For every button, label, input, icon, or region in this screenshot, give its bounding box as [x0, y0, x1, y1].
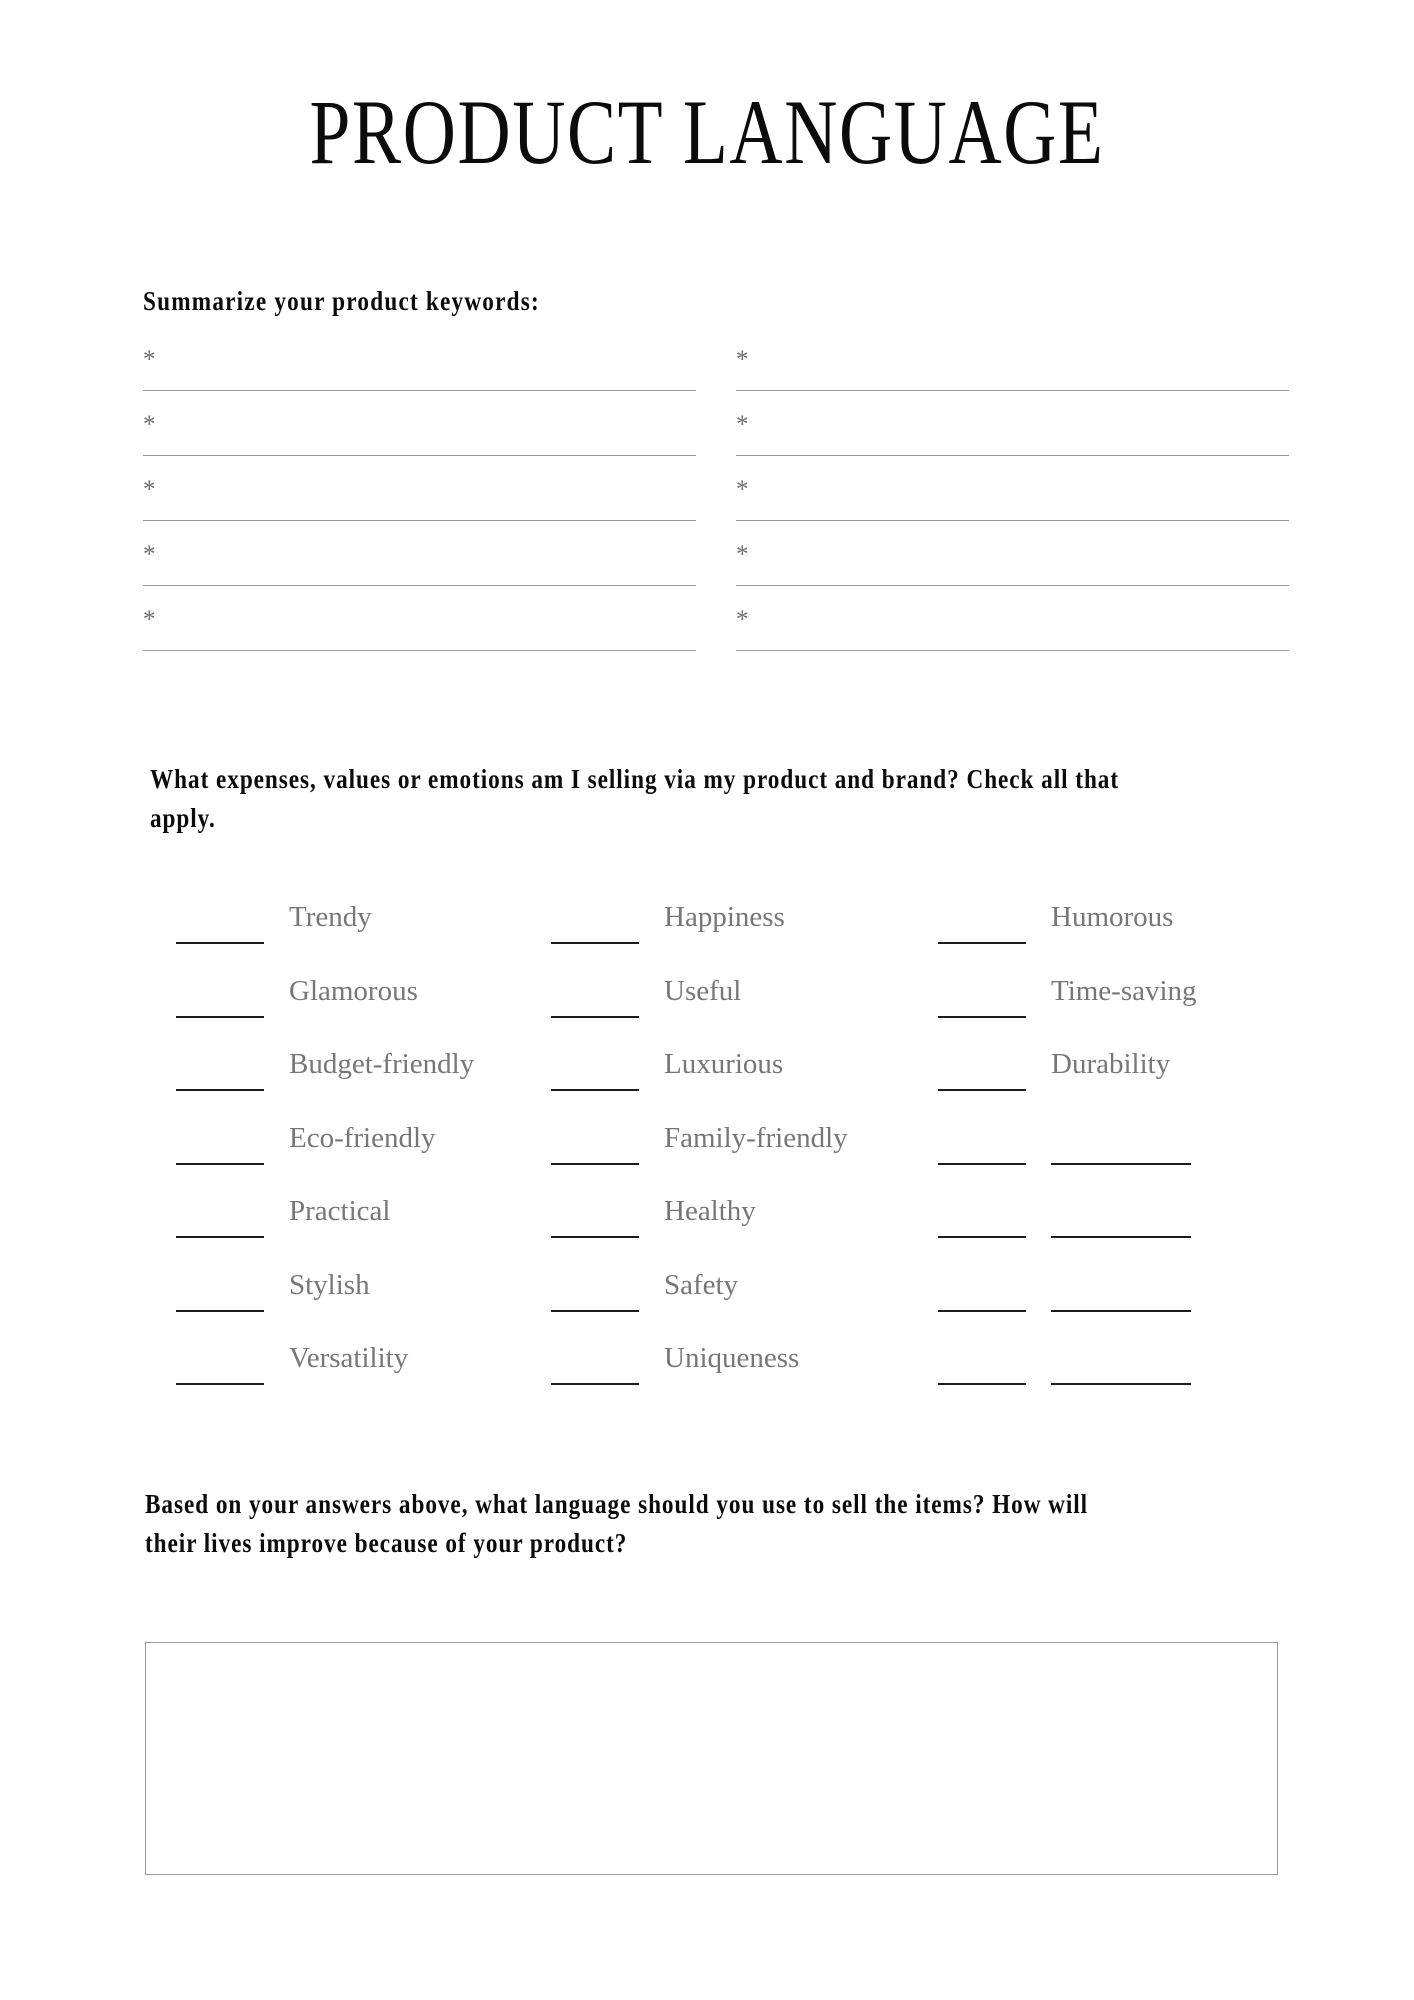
- keyword-write-line[interactable]: [736, 455, 1289, 456]
- asterisk-marker: *: [736, 346, 749, 373]
- keywords-section-heading: Summarize your product keywords:: [143, 286, 540, 316]
- checklist-blank[interactable]: [938, 1383, 1026, 1385]
- keyword-write-line[interactable]: [736, 520, 1289, 521]
- asterisk-marker: *: [143, 476, 156, 503]
- checklist-custom-line[interactable]: [1051, 1236, 1191, 1238]
- checklist-blank[interactable]: [938, 942, 1026, 944]
- language-section-heading: Based on your answers above, what language should you use to sell the items? How will their lives improve because of your product?: [145, 1489, 1089, 1559]
- keyword-row[interactable]: [736, 540, 1289, 605]
- checklist-item-label: Luxurious: [664, 1048, 784, 1080]
- checklist-item-label: Versatility: [289, 1342, 409, 1374]
- keyword-write-line[interactable]: [143, 455, 696, 456]
- checklist-item-label: Glamorous: [289, 974, 418, 1007]
- checklist-item-label: Eco-friendly: [289, 1121, 436, 1154]
- keyword-write-line[interactable]: [736, 650, 1289, 651]
- checklist-item-label: Safety: [664, 1268, 739, 1301]
- checklist-item-label: Time-saving: [1051, 974, 1197, 1007]
- keyword-row[interactable]: [143, 345, 696, 410]
- checklist-blank[interactable]: [551, 1383, 639, 1385]
- checklist-item-label: Stylish: [289, 1268, 370, 1301]
- checklist-blank[interactable]: [551, 1236, 639, 1238]
- checklist-blank[interactable]: [551, 1310, 639, 1312]
- checklist-blank[interactable]: [176, 1089, 264, 1091]
- checklist-section-heading: What expenses, values or emotions am I selling via my product and brand? Check all that apply.: [150, 764, 1120, 834]
- keyword-write-line[interactable]: [143, 650, 696, 651]
- checklist-blank[interactable]: [938, 1310, 1026, 1312]
- asterisk-marker: *: [143, 411, 156, 438]
- keyword-row[interactable]: [143, 410, 696, 475]
- checklist-item-label: Trendy: [289, 901, 372, 933]
- keyword-row[interactable]: [736, 345, 1289, 410]
- checklist-blank[interactable]: [551, 942, 639, 944]
- checklist-blank[interactable]: [938, 1163, 1026, 1165]
- page-title: PRODUCT LANGUAGE: [309, 81, 1105, 183]
- checklist-blank[interactable]: [551, 1089, 639, 1091]
- checklist-custom-line[interactable]: [1051, 1383, 1191, 1385]
- asterisk-marker: *: [143, 346, 156, 373]
- checklist-item-label: Family-friendly: [664, 1121, 848, 1154]
- asterisk-marker: *: [736, 606, 749, 633]
- checklist-item-label: Practical: [289, 1195, 391, 1227]
- checklist-blank[interactable]: [938, 1236, 1026, 1238]
- keywords-column-left: [143, 345, 696, 670]
- keyword-write-line[interactable]: [143, 520, 696, 521]
- keyword-row[interactable]: [143, 605, 696, 670]
- checklist-blank[interactable]: [176, 1236, 264, 1238]
- keywords-column-right: [736, 345, 1289, 670]
- checklist-item-label: Uniqueness: [664, 1342, 800, 1374]
- checklist-blank[interactable]: [551, 1016, 639, 1018]
- keyword-row[interactable]: [736, 410, 1289, 475]
- checklist-custom-line[interactable]: [1051, 1310, 1191, 1312]
- keywords-grid: [0, 345, 1414, 685]
- checklist-blank[interactable]: [551, 1163, 639, 1165]
- keyword-write-line[interactable]: [143, 585, 696, 586]
- keyword-write-line[interactable]: [736, 390, 1289, 391]
- asterisk-marker: *: [736, 476, 749, 503]
- checklist-custom-line[interactable]: [1051, 1163, 1191, 1165]
- checklist-blank[interactable]: [176, 1310, 264, 1312]
- checklist-blank[interactable]: [938, 1089, 1026, 1091]
- keyword-row[interactable]: [736, 475, 1289, 540]
- keyword-row[interactable]: [143, 475, 696, 540]
- checklist-blank[interactable]: [176, 1016, 264, 1018]
- asterisk-marker: *: [736, 411, 749, 438]
- checklist-blank[interactable]: [938, 1016, 1026, 1018]
- checklist-item-label: Happiness: [664, 901, 785, 933]
- checklist-blank[interactable]: [176, 1383, 264, 1385]
- language-answer-box[interactable]: [145, 1642, 1278, 1875]
- checklist-item-label: Healthy: [664, 1195, 756, 1227]
- asterisk-marker: *: [143, 606, 156, 633]
- checklist-item-label: Useful: [664, 974, 742, 1007]
- checklist-item-label: Humorous: [1051, 901, 1174, 933]
- keyword-write-line[interactable]: [143, 390, 696, 391]
- keyword-row[interactable]: [736, 605, 1289, 670]
- asterisk-marker: *: [736, 541, 749, 568]
- asterisk-marker: *: [143, 541, 156, 568]
- checklist-item-label: Durability: [1051, 1048, 1171, 1080]
- keyword-row[interactable]: [143, 540, 696, 605]
- keyword-write-line[interactable]: [736, 585, 1289, 586]
- checklist-item-label: Budget-friendly: [289, 1048, 475, 1080]
- checklist-blank[interactable]: [176, 942, 264, 944]
- checklist-blank[interactable]: [176, 1163, 264, 1165]
